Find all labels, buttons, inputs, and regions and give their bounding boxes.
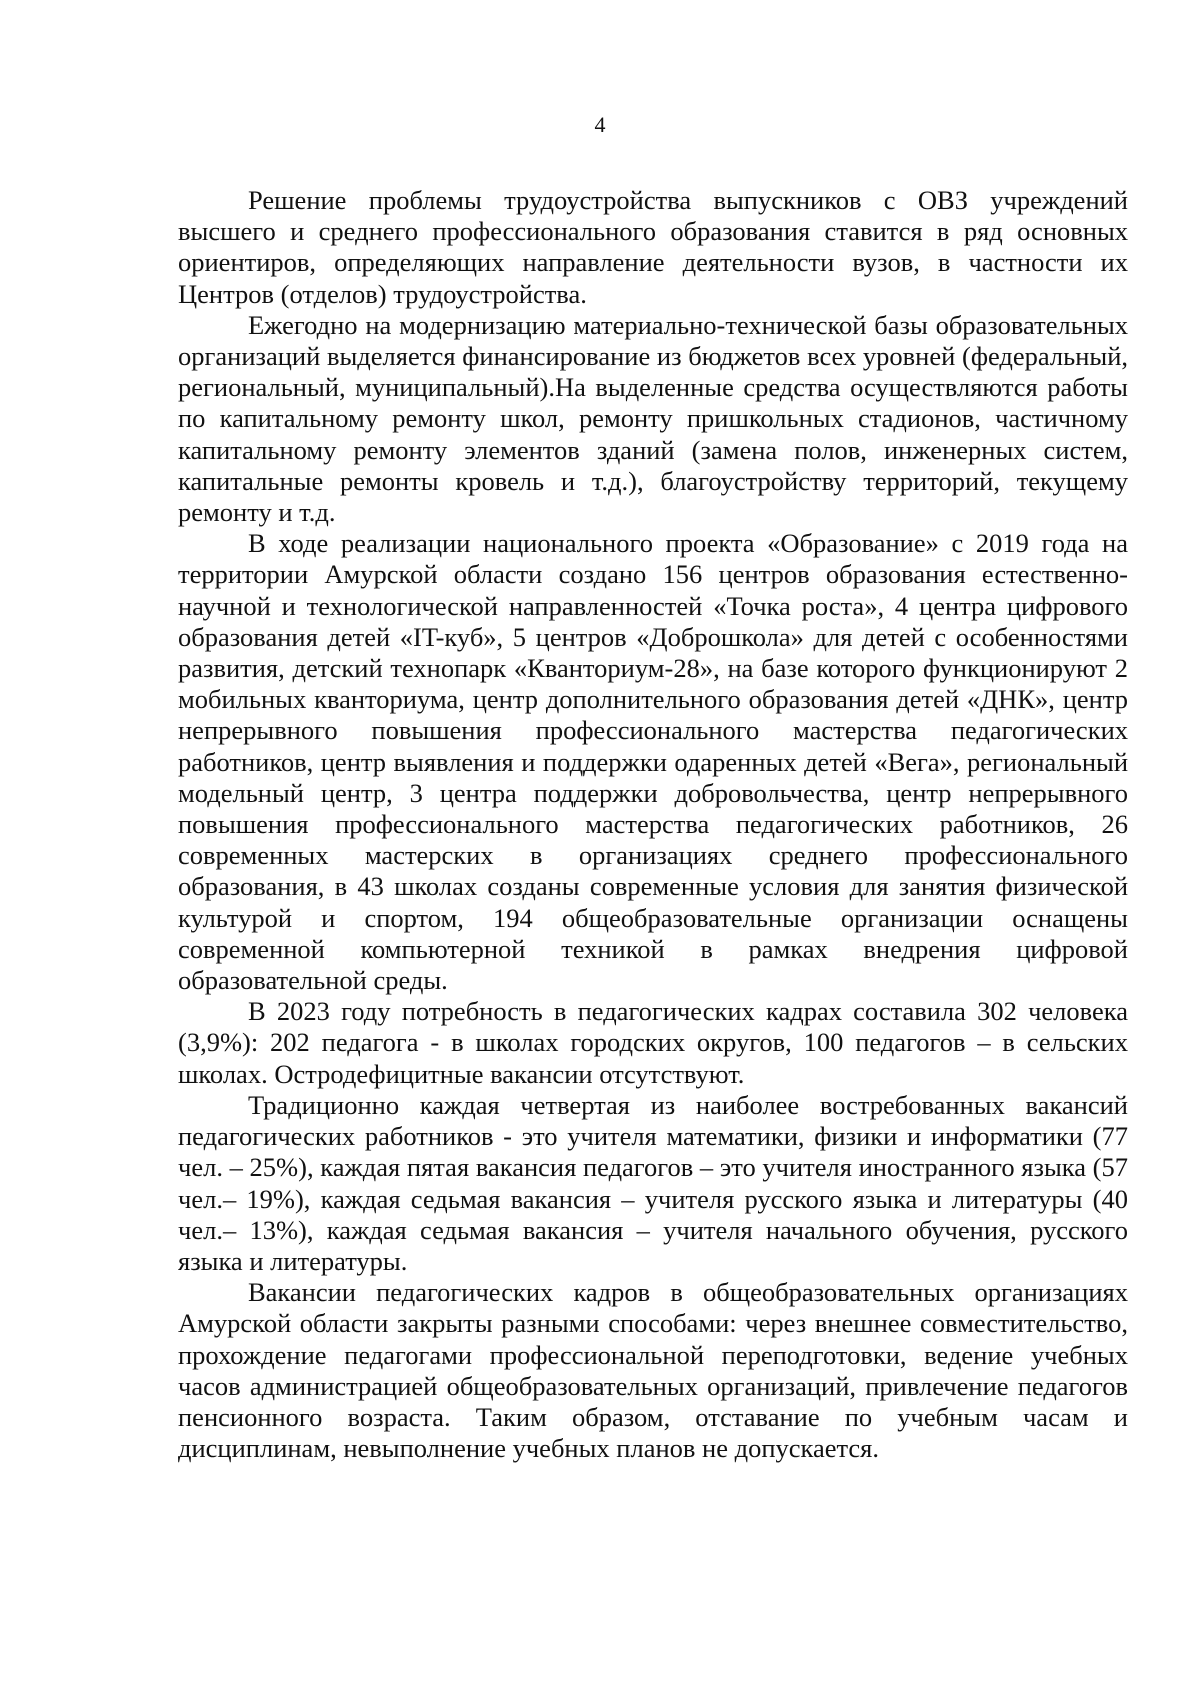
paragraph-infrastructure-funding: Ежегодно на модернизацию материально-технической базы образовательных организаций выделяется финансирование из бюджетов всех уровней (федеральный, региональный, муниципальный).На выделенные средства осуществляются работы по капитальному ремонту школ, ремонту пришкольных стадионов, частичному капитальному ремонту элементов зданий (замена полов, инженерных систем, капитальные ремонты кровель и т.д.), благоустройству территорий, текущему ремонту и т.д.	[178, 309, 1128, 528]
document-body	[178, 185, 1128, 1464]
paragraph-vacancies-structure: Традиционно каждая четвертая из наиболее востребованных вакансий педагогических работников - это учителя математики, физики и информатики (77 чел. – 25%), каждая пятая вакансия педагогов – это учителя иностранного языка (57 чел.– 19%), каждая седьмая вакансия – учителя русского языка и литературы (40 чел.– 13%), каждая седьмая вакансия – учителя начального обучения, русского языка и литературы.	[178, 1089, 1128, 1276]
paragraph-staff-demand: В 2023 году потребность в педагогических кадрах составила 302 человека (3,9%): 202 педагога - в школах городских округов, 100 педагогов – в сельских школах. Остродефицитные вакансии отсутствуют.	[178, 996, 1128, 1089]
paragraph-graduates-employment: Решение проблемы трудоустройства выпускников с ОВЗ учреждений высшего и среднего профессионального образования ставится в ряд основных ориентиров, определяющих направление деятельности вузов, в частности их Центров (отделов) трудоустройства.	[178, 185, 1128, 309]
paragraph-national-project: В ходе реализации национального проекта «Образование» с 2019 года на территории Амурской области создано 156 центров образования естественно-научной и технологической направленностей «Точка роста», 4 центра цифрового образования детей «IT-куб», 5 центров «Доброшкола» для детей с особенностями развития, детский технопарк «Кванториум-28», на базе которого функционируют 2 мобильных кванториума, центр дополнительного образования детей «ДНК», центр непрерывного повышения профессионального мастерства педагогических работников, центр выявления и поддержки одаренных детей «Вега», региональный модельный центр, 3 центра поддержки добровольчества, центр непрерывного повышения профессионального мастерства педагогических работников, 26 современных мастерских в организациях среднего профессионального образования, в 43 школах созданы современные условия для занятия физической культурой и спортом, 194 общеобразовательные организации оснащены современной компьютерной техникой в рамках внедрения цифровой образовательной среды.	[178, 528, 1128, 996]
paragraph-vacancies-closing: Вакансии педагогических кадров в общеобразовательных организациях Амурской области закрыты разными способами: через внешнее совместительство, прохождение педагогами профессиональной переподготовки, ведение учебных часов администрацией общеобразовательных организаций, привлечение педагогов пенсионного возраста. Таким образом, отставание по учебным часам и дисциплинам, невыполнение учебных планов не допускается.	[178, 1277, 1128, 1464]
page-number: 4	[594, 112, 606, 137]
